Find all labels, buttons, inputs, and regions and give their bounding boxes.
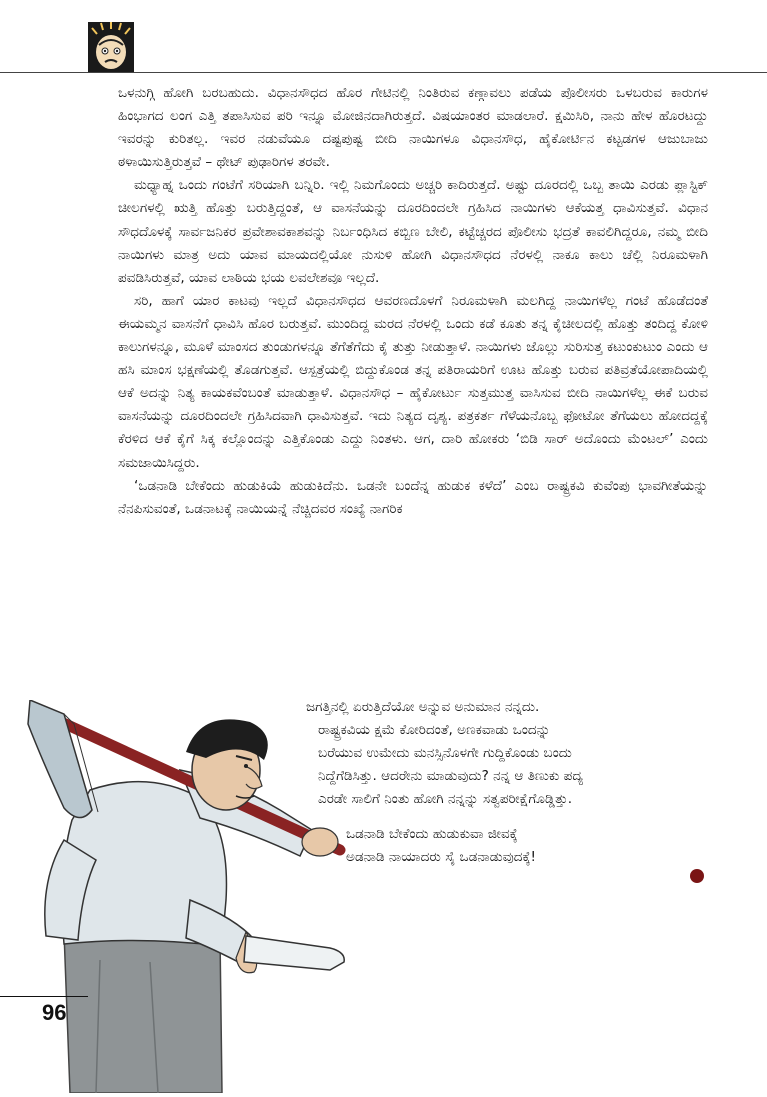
wrap-line: ರಾಷ್ಟ್ರಕವಿಯ ಕ್ಷಮೆ ಕೋರಿದಂತೆ, ಅಣಕವಾಡು ಒಂದನ್ನು <box>318 722 551 738</box>
paragraph: ಒಳನುಗ್ಗಿ ಹೋಗಿ ಬರಬಹುದು. ವಿಧಾನಸೌಧದ ಹೊರ ಗೇಟಿನಲ್ಲಿ ನಿಂತಿರುವ ಕಣ್ಗಾವಲು ಪಡೆಯ ಪೊಲೀಸರು ಒಳಬರುವ ಕಾರುಗಳ ಹಿಂಭಾಗದ ಲಂಗ ಎತ್ತಿ ತಪಾಸಿಸುವ ಪರಿ ಇನ್ನೂ ಮೋಜಿನದಾಗಿರುತ್ತದೆ. ವಿಷಯಾಂತರ ಮಾಡಲಾರೆ. ಕ್ಷಮಿಸಿರಿ, ನಾನು ಹೇಳ ಹೊರಟದ್ದು ಇವರನ್ನು ಕುರಿತಲ್ಲ. ಇವರ ನಡುವೆಯೂ ದಷ್ಟಪುಷ್ಟ ಬೀದಿ ನಾಯಿಗಳೂ ವಿಧಾನಸೌಧ, ಹೈಕೋರ್ಟಿನ ಕಟ್ಟಡಗಳ ಆಜುಬಾಜು ಠಳಾಯಿಸುತ್ತಿರುತ್ತವೆ – ಥೇಟ್ ಪುಢಾರಿಗಳ ತರವೇ. <box>118 85 708 171</box>
header-logo <box>88 22 134 72</box>
poem-line: ಅಡನಾಡಿ ನಾಯಾದರು ಸೈ ಒಡನಾಡುವುದಕ್ಕೆ! <box>346 849 536 865</box>
paragraph: ಸರಿ, ಹಾಗೆ ಯಾರ ಕಾಟವು ಇಲ್ಲದೆ ವಿಧಾನಸೌಧದ ಆವರಣದೊಳಗೆ ನಿರೂಮಳಾಗಿ ಮಲಗಿದ್ದ ನಾಯಿಗಳೆಲ್ಲ ಗಂಟೆ ಹೊಡೆದಂತೆ ಈಯಮ್ಮನ ವಾಸನೆಗೆ ಧಾವಿಸಿ ಹೊರ ಬರುತ್ತವೆ. ಮುಂದಿದ್ದ ಮರದ ನೆರಳಲ್ಲಿ ಒಂದು ಕಡೆ ಕೂತು ತನ್ನ ಕೈಚೀಲದಲ್ಲಿ ಹೊತ್ತು ತಂದಿದ್ದ ಕೋಳಿ ಕಾಲುಗಳನ್ನೂ, ಮೂಳೆ ಮಾಂಸದ ತುಂಡುಗಳನ್ನೂ ತೆಗೆತೆಗೆದು ಕೈ ತುತ್ತು ನೀಡುತ್ತಾಳೆ. ನಾಯಿಗಳು ಜೊಲ್ಲು ಸುರಿಸುತ್ತ ಕಟುಂಕುಟುಂ ಎಂದು ಆ ಹಸಿ ಮಾಂಸ ಭಕ್ಷಣೆಯಲ್ಲಿ ತೊಡಗುತ್ತವೆ. ಆಸ್ಪತ್ರೆಯಲ್ಲಿ ಬಿದ್ದುಕೊಂಡ ತನ್ನ ಪತಿರಾಯರಿಗೆ ಊಟ ಹೊತ್ತು ಬರುವ ಪತಿವ್ರತೆಯೋಪಾದಿಯಲ್ಲಿ ಆಕೆ ಅದನ್ನು ನಿತ್ಯ ಕಾಯಕವೆಂಬಂತೆ ಮಾಡುತ್ತಾಳೆ. ವಿಧಾನಸೌಧ – ಹೈಕೋರ್ಟು ಸುತ್ತಮುತ್ತ ವಾಸಿಸುವ ಬೀದಿ ನಾಯಿಗಳೆಲ್ಲ ಈಕೆ ಬರುವ ವಾಸನೆಯನ್ನು ದೂರದಿಂದಲೇ ಗ್ರಹಿಸಿದವಾಗಿ ಧಾವಿಸುತ್ತವೆ. ಇದು ನಿತ್ಯದ ದೃಶ್ಯ. ಪತ್ರಕರ್ತ ಗೆಳೆಯನೊಬ್ಬ ಫೋಟೋ ತೆಗೆಯಲು ಹೋದದ್ದಕ್ಕೆ ಕೆರಳಿದ ಆಕೆ ಕೈಗೆ ಸಿಕ್ಕ ಕಲ್ಲೊಂದನ್ನು ಎತ್ತಿಕೊಂಡು ಎದ್ದು ನಿಂತಳು. ಆಗ, ದಾರಿ ಹೋಕರು ‘ಬಿಡಿ ಸಾರ್ ಅದೊಂದು ಮೆಂಟಲ್’ ಎಂದು ಸಮಜಾಯಿಸಿದ್ದರು. <box>118 292 708 471</box>
header-rule <box>0 72 767 73</box>
page-number-rule <box>0 996 88 997</box>
page-number: 96 <box>42 1000 67 1025</box>
paragraph: ಮಧ್ಯಾಹ್ನ ಒಂದು ಗಂಟೆಗೆ ಸರಿಯಾಗಿ ಬನ್ನಿರಿ. ಇಲ್ಲಿ ನಿಮಗೊಂದು ಅಚ್ಚರಿ ಕಾದಿರುತ್ತದೆ. ಅಷ್ಟು ದೂರದಲ್ಲಿ ಒಬ್ಬ ತಾಯಿ ಎರಡು ಪ್ಲಾಸ್ಟಿಕ್ ಚೀಲಗಳಲ್ಲಿ ಋತ್ತಿ ಹೊತ್ತು ಬರುತ್ತಿದ್ದಂತೆ, ಆ ವಾಸನೆಯನ್ನು ದೂರದಿಂದಲೇ ಗ್ರಹಿಸಿದ ನಾಯಿಗಳು ಆಕೆಯತ್ತ ಧಾವಿಸುತ್ತವೆ. ವಿಧಾನ ಸೌಧದೊಳಕ್ಕೆ ಸಾರ್ವಜನಿಕರ ಪ್ರವೇಶಾವಕಾಶವನ್ನು ನಿರ್ಬಂಧಿಸಿದ ಕಬ್ಬಿಣ ಬೇಲಿ, ಕಟ್ಟೆಚ್ಚರದ ಪೊಲೀಸು ಭದ್ರತೆ ಕಾವಲಿಗಿದ್ದರೂ, ನಮ್ಮ ಬೀದಿ ನಾಯಿಗಳು ಮಾತ್ರ ಅದು ಯಾವ ಮಾಯದಲ್ಲಿಯೋ ನುಸುಳಿ ಹೋಗಿ ವಿಧಾನಸೌಧದ ನೆರಳಲ್ಲಿ ನಾಕೂ ಕಾಲು ಚೆಲ್ಲಿ ನಿರೂಮಳಾಗಿ ಪವಡಿಸಿರುತ್ತವೆ, ಯಾವ ಲಾಠಿಯ ಭಯ ಲವಲೇಶವೂ ಇಲ್ಲದೆ. <box>118 177 708 286</box>
wrap-line: ನಿದ್ದೆಗೆಡಿಸಿತ್ತು. ಆದರೇನು ಮಾಡುವುದು? ನನ್ನ ಆ ತಿಣುಕು ಪದ್ಯ <box>318 768 584 784</box>
wrap-line: ಬರೆಯುವ ಉಮೇದು ಮನಸ್ಸಿನೊಳಗೇ ಗುದ್ದಿಕೊಂಡು ಬಂದು <box>318 745 572 761</box>
wrap-line: ಜಗತ್ತಿನಲ್ಲಿ ಏರುತ್ತಿದೆಯೋ ಅನ್ನುವ ಅನುಮಾನ ನನ್ನದು. <box>306 699 540 715</box>
wrap-line: ಎರಡೇ ಸಾಲಿಗೆ ನಿಂತು ಹೋಗಿ ನನ್ನನ್ನು ಸತ್ವಪರೀಕ್ಷೆಗೊಡ್ಡಿತ್ತು. <box>318 791 573 807</box>
face-icon <box>88 22 134 72</box>
paragraph: ‘ಒಡನಾಡಿ ಬೇಕೆಂದು ಹುಡುಕಿಯೆ ಹುಡುಕಿದೆನು. ಒಡನೇ ಬಂದೆನ್ನ ಹುಡುಕ ಕಳೆದೆ’ ಎಂಬ ರಾಷ್ಟ್ರಕವಿ ಕುವೆಂಪು ಭಾವಗೀತೆಯನ್ನು ನೆನಪಿಸುವಂತೆ, ಒಡನಾಟಕ್ಕೆ ನಾಯಿಯನ್ನೆ ನೆಚ್ಚಿದವರ ಸಂಖ್ಯೆ ನಾಗರಿಕ <box>118 477 708 517</box>
article-body <box>118 82 708 521</box>
poem-line: ಒಡನಾಡಿ ಬೇಕೆಂದು ಹುಡುಕುವಾ ಜೀವಕ್ಕೆ <box>346 826 518 842</box>
end-mark <box>690 869 704 883</box>
illustration-man-with-axe <box>0 700 360 1093</box>
